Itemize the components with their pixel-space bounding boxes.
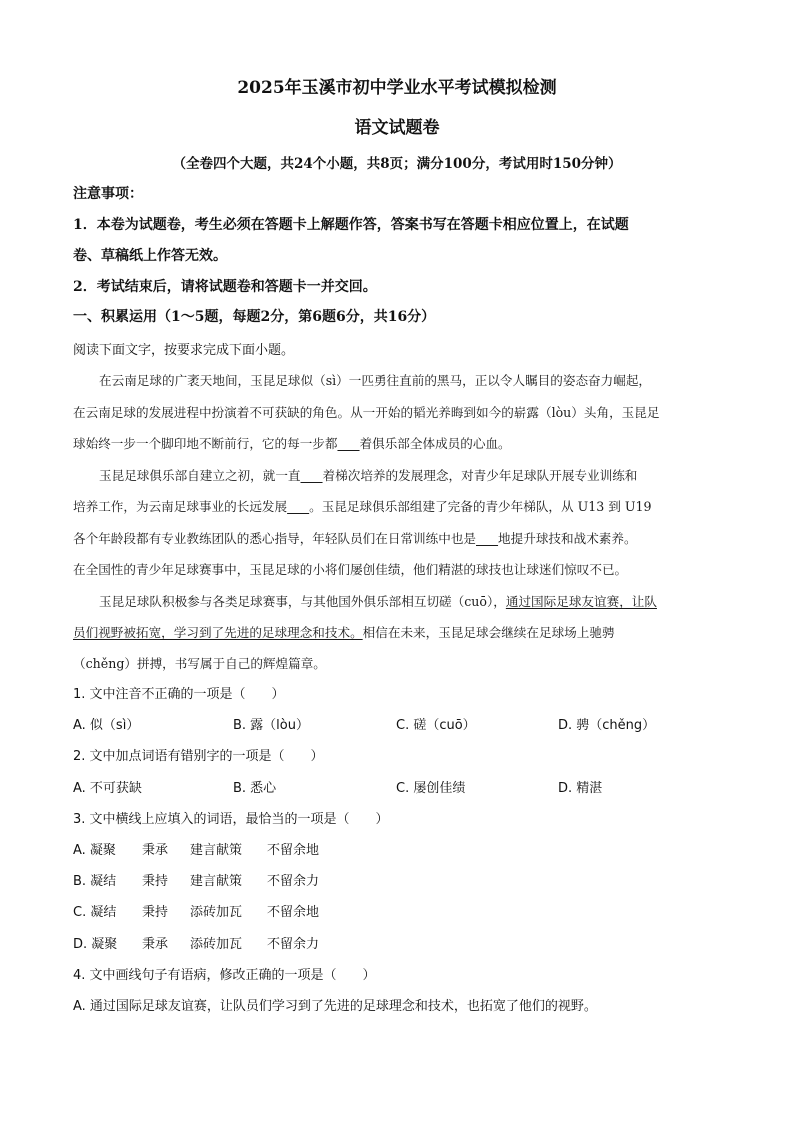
question-1-option-c: C. 磋（cuō）	[396, 718, 476, 733]
exam-subtitle: 语文试题卷	[354, 118, 440, 138]
question-3-option-a-word-2: 秉承	[142, 843, 169, 858]
question-3-option-a-word-3: 建言献策	[190, 843, 243, 858]
passage-p3-line-3: （chěng）拼搏，书写属于自己的辉煌篇章。	[73, 656, 326, 671]
question-3-option-c-word-3: 添砖加瓦	[190, 905, 243, 920]
question-1-option-d: D. 骋（chěng）	[558, 718, 656, 733]
blank-1	[337, 436, 359, 451]
passage-p3-line-1	[99, 591, 657, 610]
question-3-option-b-word-2: 秉持	[142, 874, 169, 889]
exam-meta: （全卷四个大题，共24个小题，共8页；满分100分，考试用时150分钟）	[172, 156, 622, 172]
passage-text: 玉昆足球俱乐部自建立之初，就一直	[99, 468, 301, 483]
question-1-stem: 1. 文中注音不正确的一项是（ ）	[73, 687, 285, 702]
question-3-option-a-word-1: A. 凝聚	[73, 843, 116, 858]
question-1-option-b: B. 露（lòu）	[233, 718, 309, 733]
question-2-option-a: A. 不可获缺	[73, 781, 142, 796]
passage-text: 地提升球技和战术素养。	[498, 531, 637, 546]
passage-p1-line-1: 在云南足球的广袤天地间，玉昆足球似（sì）一匹勇往直前的黑马，正以令人瞩目的姿态奋力崛起，	[99, 373, 652, 388]
question-3-stem: 3. 文中横线上应填入的词语，最恰当的一项是（ ）	[73, 812, 389, 827]
question-2-option-c: C. 屡创佳绩	[396, 781, 466, 796]
passage-p2-line-4: 在全国性的青少年足球赛事中，玉昆足球的小将们屡创佳绩，他们精湛的球技也让球迷们惊叹不已。	[73, 562, 628, 577]
section-1-heading: 一、积累运用（1～5题，每题2分，第6题6分，共16分）	[73, 309, 436, 325]
question-3-option-c-word-2: 秉持	[142, 905, 169, 920]
passage-p1-line-3	[73, 433, 511, 452]
question-2-option-b: B. 悉心	[233, 781, 277, 796]
passage-text: 球始终一步一个脚印地不断前行，它的每一步都	[73, 436, 338, 451]
blank-2	[301, 468, 323, 483]
passage-p2-line-1	[99, 465, 637, 484]
blank-4	[476, 531, 498, 546]
passage-p1-line-2: 在云南足球的发展进程中扮演着不可获缺的角色。从一开始的韬光养晦到如今的崭露（lòu）头角，玉昆足	[73, 405, 660, 420]
notice-item-1-line-1: 1．本卷为试题卷，考生必须在答题卡上解题作答，答案书写在答题卡相应位置上，在试题	[73, 217, 629, 233]
passage-text: 。玉昆足球俱乐部组建了完备的青少年梯队，从 U13 到 U19	[309, 499, 652, 514]
question-3-option-b-word-1: B. 凝结	[73, 874, 117, 889]
question-3-option-a-word-4: 不留余地	[267, 843, 320, 858]
notice-heading: 注意事项：	[73, 186, 143, 202]
notice-item-1-line-2: 卷、草稿纸上作答无效。	[73, 248, 227, 264]
question-1-option-a: A. 似（sì）	[73, 718, 140, 733]
question-2-option-d: D. 精湛	[558, 781, 603, 796]
question-3-option-d-word-1: D. 凝聚	[73, 937, 118, 952]
blank-3	[287, 499, 309, 514]
underlined-sentence: 员们视野被拓宽，学习到了先进的足球理念和技术。	[73, 625, 363, 640]
passage-text: 玉昆足球队积极参与各类足球赛事，与其他国外俱乐部相互切磋（cuō），	[99, 594, 506, 609]
question-3-option-c-word-4: 不留余地	[267, 905, 320, 920]
question-3-option-b-word-4: 不留余力	[267, 874, 320, 889]
underlined-sentence: 通过国际足球友谊赛，让队	[505, 594, 657, 609]
question-3-option-d-word-4: 不留余力	[267, 937, 320, 952]
question-3-option-b-word-3: 建言献策	[190, 874, 243, 889]
passage-text: 着俱乐部全体成员的心血。	[359, 436, 511, 451]
passage-text: 着梯次培养的发展理念，对青少年足球队开展专业训练和	[322, 468, 638, 483]
question-2-stem: 2. 文中加点词语有错别字的一项是（ ）	[73, 749, 324, 764]
passage-p2-line-2	[73, 496, 652, 515]
question-4-option-a: A. 通过国际足球友谊赛，让队员们学习到了先进的足球理念和技术，也拓宽了他们的视野。	[73, 999, 597, 1014]
passage-p2-line-3	[73, 528, 637, 547]
question-3-option-d-word-3: 添砖加瓦	[190, 937, 243, 952]
section-1-instruction: 阅读下面文字，按要求完成下面小题。	[73, 343, 295, 358]
notice-item-2: 2．考试结束后，请将试题卷和答题卡一并交回。	[73, 279, 377, 295]
question-3-option-c-word-1: C. 凝结	[73, 905, 117, 920]
question-4-stem: 4. 文中画线句子有语病，修改正确的一项是（ ）	[73, 968, 376, 983]
passage-text: 各个年龄段都有专业教练团队的悉心指导，年轻队员们在日常训练中也是	[73, 531, 476, 546]
passage-p3-line-2	[73, 622, 615, 641]
passage-text: 相信在未来，玉昆足球会继续在足球场上驰骋	[362, 625, 615, 640]
question-3-option-d-word-2: 秉承	[142, 937, 169, 952]
passage-text: 培养工作，为云南足球事业的长远发展	[73, 499, 288, 514]
exam-title: 2025年玉溪市初中学业水平考试模拟检测	[237, 78, 557, 98]
